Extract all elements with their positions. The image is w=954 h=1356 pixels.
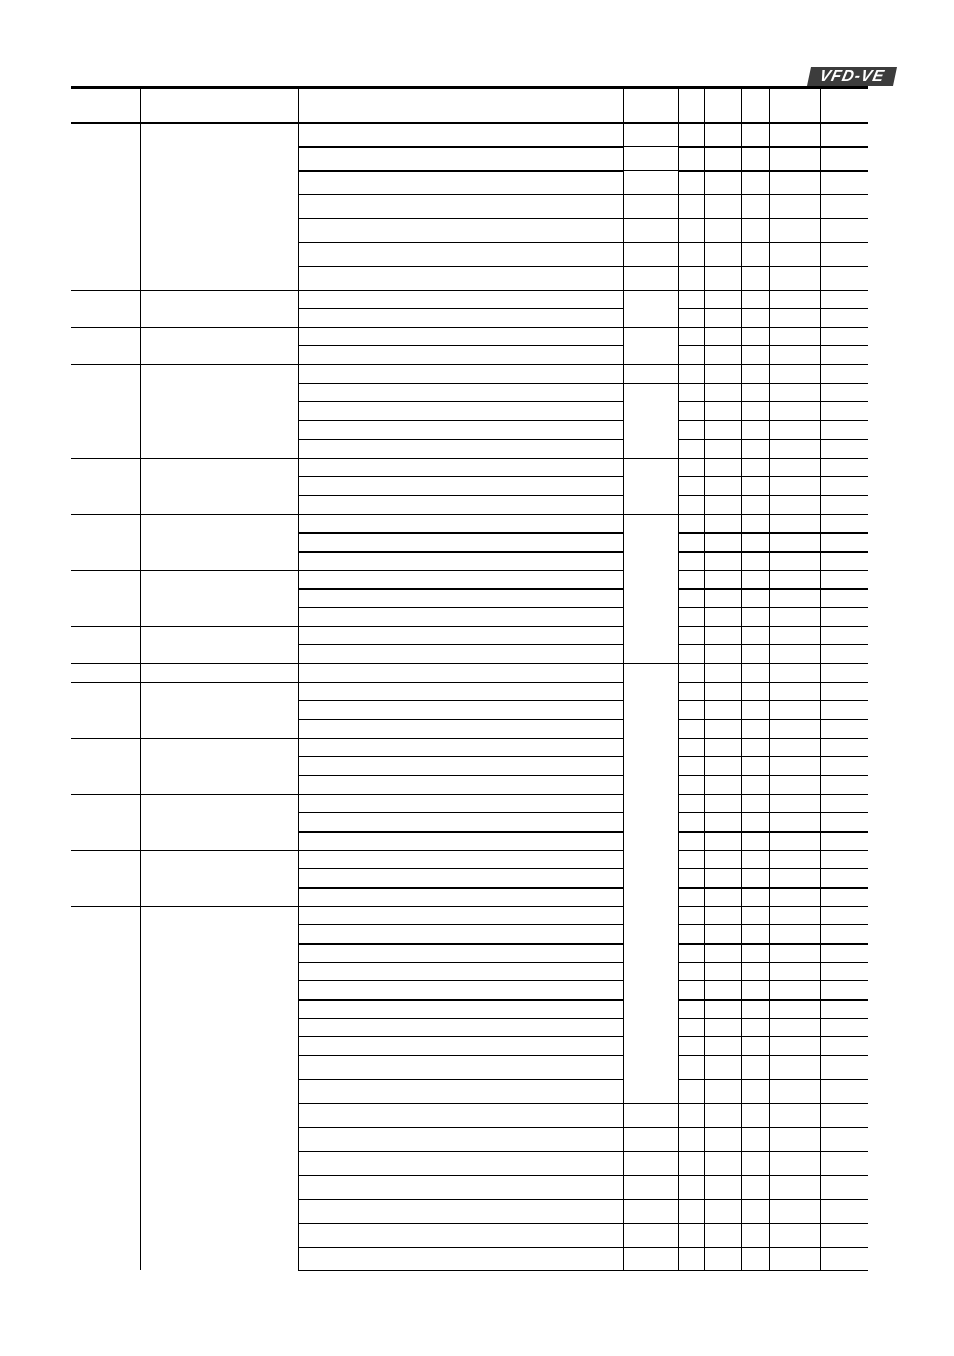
table-rule-h (298, 588, 623, 590)
table-rule-h (298, 458, 623, 459)
table-rule-h (678, 1151, 868, 1152)
table-rule-h (298, 700, 623, 701)
table-rule-h (623, 266, 678, 267)
table-rule-h (678, 719, 868, 720)
table-rule-v (769, 122, 770, 1270)
table-rule-h (298, 738, 623, 739)
table-rule-h (298, 146, 623, 148)
table-rule-h (678, 682, 868, 683)
table-rule-h (71, 906, 298, 907)
table-rule-h (678, 962, 868, 963)
table-rule-h (678, 383, 868, 384)
table-rule-h (298, 532, 623, 534)
table-rule-v (741, 122, 742, 1270)
table-rule-h (71, 290, 298, 291)
table-rule-h (623, 290, 678, 291)
table-rule-h (623, 170, 678, 171)
table-rule-h (298, 420, 623, 421)
table-rule-h (298, 495, 623, 496)
table-rule-h (298, 1151, 623, 1152)
table-rule-h (678, 266, 868, 267)
table-rule-h (298, 812, 623, 813)
table-rule-h (623, 327, 678, 328)
table-rule-h (298, 1223, 623, 1224)
table-rule-h (298, 682, 623, 683)
table-rule-h (678, 943, 868, 945)
table-rule-h (678, 906, 868, 907)
table-rule-v (298, 88, 299, 122)
table-rule-v (704, 122, 705, 1270)
table-rule-v (741, 88, 742, 122)
table-rule-h (298, 1127, 623, 1128)
table-rule-h (678, 420, 868, 421)
table-rule-h (71, 626, 298, 627)
table-rule-h (678, 345, 868, 346)
table-rule-h (298, 1018, 623, 1019)
table-rule-h (678, 308, 868, 309)
table-rule-v (140, 88, 141, 122)
table-rule-h (298, 551, 623, 553)
table-rule-h (678, 794, 868, 795)
brand-logo: VFD-VE (807, 67, 897, 86)
table-rule-h (678, 194, 868, 195)
table-rule-h (678, 401, 868, 402)
table-rule-h (678, 476, 868, 477)
table-rule-h (623, 146, 678, 147)
table-rule-h (71, 122, 868, 124)
table-rule-h (298, 607, 623, 608)
table-rule-h (678, 775, 868, 776)
table-rule-h (71, 850, 298, 851)
table-rule-h (71, 514, 298, 515)
table-rule-h (298, 514, 623, 515)
table-rule-h (298, 980, 623, 981)
table-rule-h (678, 364, 868, 365)
table-rule-h (678, 146, 868, 148)
table-rule-h (678, 812, 868, 813)
table-rule-h (678, 1247, 868, 1248)
table-rule-h (71, 738, 298, 739)
table-rule-h (71, 327, 298, 328)
table-rule-h (678, 868, 868, 869)
table-rule-h (678, 458, 868, 459)
table-rule-v (623, 88, 624, 122)
table-rule-h (678, 887, 868, 889)
table-rule-v (623, 122, 624, 1270)
table-rule-h (678, 1127, 868, 1128)
table-rule-h (678, 700, 868, 701)
table-rule-h (678, 1036, 868, 1037)
table-rule-h (678, 1223, 868, 1224)
table-rule-h (678, 570, 868, 571)
table-rule-h (71, 682, 298, 683)
table-rule-v (704, 88, 705, 122)
table-rule-h (678, 738, 868, 739)
table-rule-h (623, 364, 678, 365)
table-rule-h (298, 999, 623, 1001)
table-rule-h (678, 1270, 868, 1271)
table-rule-h (298, 1175, 623, 1176)
table-rule-h (298, 290, 623, 291)
table-rule-h (298, 924, 623, 925)
table-rule-h (298, 775, 623, 776)
table-rule-h (623, 383, 678, 384)
table-rule-h (678, 1175, 868, 1176)
table-rule-h (298, 218, 623, 219)
table-rule-h (298, 476, 623, 477)
table-rule-h (678, 1055, 868, 1056)
table-rule-h (678, 850, 868, 851)
table-rule-v (820, 122, 821, 1270)
table-rule-h (298, 906, 623, 907)
table-rule-v (140, 122, 141, 1270)
table-rule-h (678, 1103, 868, 1104)
table-rule-h (71, 794, 298, 795)
table-rule-h (298, 663, 623, 664)
table-rule-h (678, 626, 868, 627)
table-rule-h (623, 458, 678, 459)
table-rule-h (678, 1079, 868, 1080)
table-rule-h (298, 719, 623, 720)
table-rule-h (298, 1103, 623, 1104)
table-rule-h (298, 327, 623, 328)
table-rule-h (298, 1199, 623, 1200)
table-rule-h (623, 1103, 678, 1104)
table-rule-h (678, 607, 868, 608)
table-rule-h (678, 514, 868, 515)
table-rule-h (678, 495, 868, 496)
table-rule-v (769, 88, 770, 122)
table-rule-h (298, 1079, 623, 1080)
table-rule-h (71, 364, 298, 365)
table-rule-h (298, 943, 623, 945)
table-rule-v (678, 122, 679, 1270)
table-rule-h (678, 439, 868, 440)
table-rule-h (298, 756, 623, 757)
table-rule-h (623, 1199, 678, 1200)
table-rule-h (623, 1270, 678, 1271)
table-rule-h (623, 514, 678, 515)
table-rule-h (298, 626, 623, 627)
table-rule-h (71, 86, 868, 89)
table-rule-h (678, 290, 868, 291)
table-rule-v (678, 88, 679, 122)
table-rule-h (298, 794, 623, 795)
table-rule-h (678, 532, 868, 534)
table-rule-h (298, 1247, 623, 1248)
table-rule-h (623, 1175, 678, 1176)
table-rule-h (623, 663, 678, 664)
table-rule-h (298, 644, 623, 645)
table-rule-v (820, 88, 821, 122)
table-rule-h (623, 1151, 678, 1152)
table-rule-h (298, 1055, 623, 1056)
table-rule-h (298, 1036, 623, 1037)
table-rule-h (298, 570, 623, 571)
table-rule-h (678, 980, 868, 981)
table-rule-h (678, 756, 868, 757)
table-rule-h (298, 170, 623, 172)
table-rule-h (71, 663, 298, 664)
table-rule-h (298, 364, 623, 365)
table-rule-h (678, 242, 868, 243)
table-rule-h (298, 1270, 623, 1271)
table-rule-h (298, 831, 623, 833)
table-rule-h (678, 831, 868, 833)
table-rule-h (678, 1199, 868, 1200)
table-rule-h (298, 439, 623, 440)
table-rule-h (623, 242, 678, 243)
table-rule-h (623, 194, 678, 195)
table-rule-h (678, 218, 868, 219)
table-rule-h (298, 850, 623, 851)
table-rule-h (678, 644, 868, 645)
table-rule-h (71, 458, 298, 459)
table-rule-h (678, 551, 868, 553)
table-rule-h (623, 1223, 678, 1224)
table-rule-h (678, 1018, 868, 1019)
table-rule-h (298, 887, 623, 889)
table-rule-h (298, 401, 623, 402)
table-rule-h (678, 999, 868, 1001)
table-rule-h (678, 170, 868, 172)
table-rule-h (298, 308, 623, 309)
table-rule-h (298, 242, 623, 243)
table-rule-h (71, 570, 298, 571)
table-rule-h (623, 1127, 678, 1128)
table-rule-h (298, 194, 623, 195)
table-rule-h (298, 383, 623, 384)
table-rule-h (623, 218, 678, 219)
table-rule-h (678, 327, 868, 328)
table-rule-h (678, 924, 868, 925)
table-rule-h (298, 266, 623, 267)
table-rule-v (298, 122, 299, 1270)
table-rule-h (623, 1247, 678, 1248)
table-rule-h (298, 868, 623, 869)
table-rule-h (298, 345, 623, 346)
table-rule-h (298, 962, 623, 963)
table-rule-h (678, 663, 868, 664)
table-rule-h (678, 588, 868, 590)
